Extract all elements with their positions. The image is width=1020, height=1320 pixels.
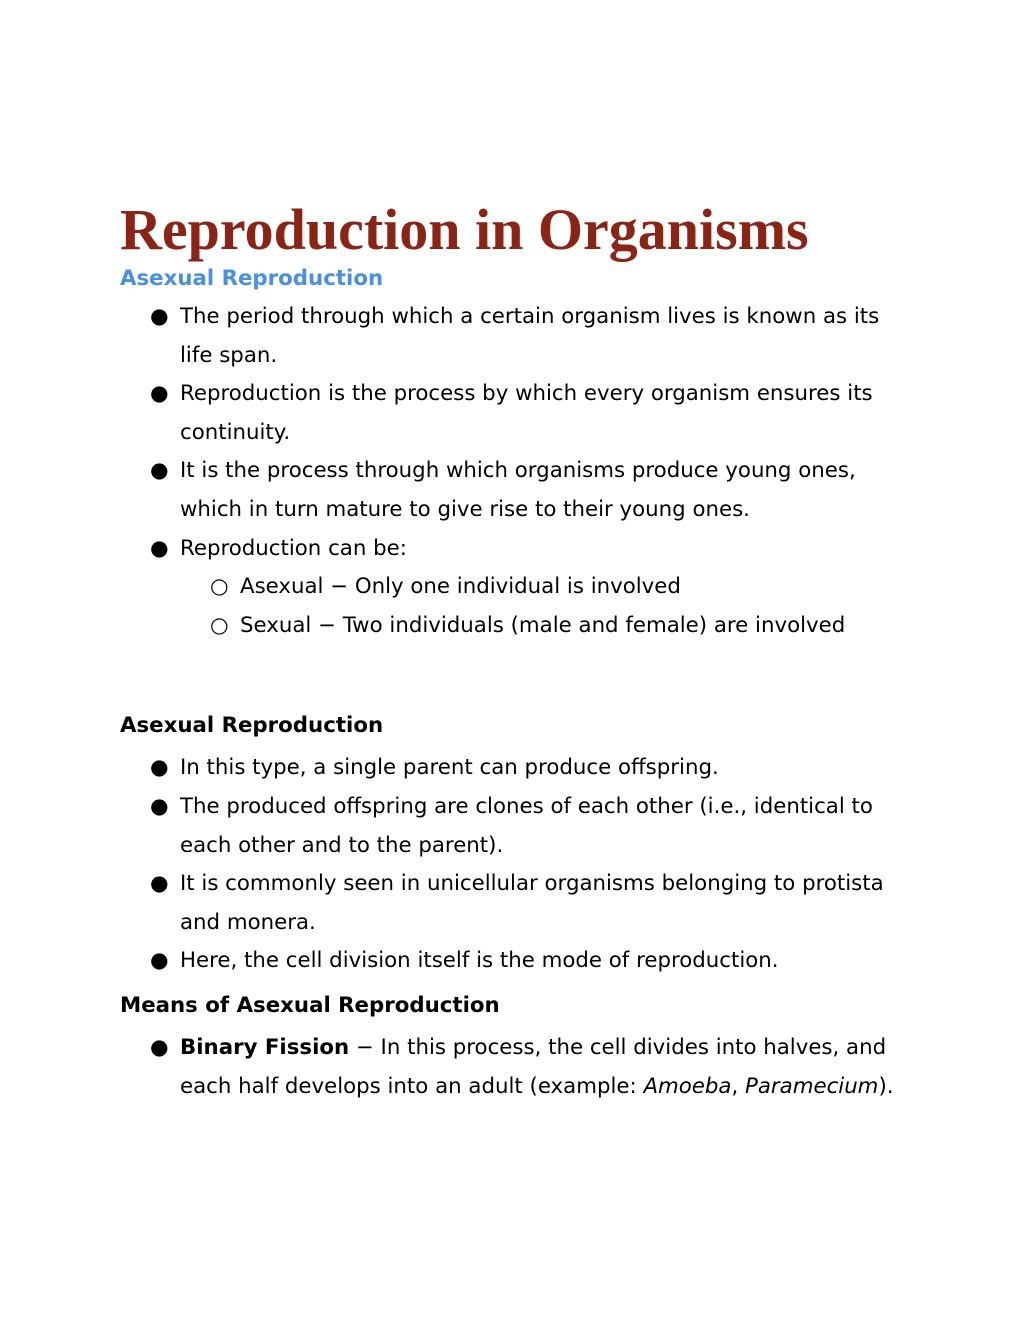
bullet-icon: ● <box>150 793 169 819</box>
means-list <box>120 1029 900 1106</box>
list-item <box>120 530 900 646</box>
bullet-icon: ● <box>150 535 169 561</box>
bullet-icon: ● <box>150 871 169 897</box>
list-item-text: It is the process through which organisms produce young ones, which in turn mature to give rise to their young ones. <box>180 458 856 522</box>
list-item-text: Here, the cell division itself is the mode of reproduction. <box>180 948 779 974</box>
heading-spacer <box>120 1021 900 1029</box>
hollow-bullet-icon: ○ <box>210 612 229 638</box>
example-amoeba: Amoeba <box>643 1073 732 1099</box>
bullet-icon: ● <box>150 1034 169 1060</box>
list-item <box>120 749 900 788</box>
sublist-item <box>180 568 900 607</box>
section-spacer <box>120 981 900 991</box>
intro-sublist <box>180 568 900 645</box>
document-page <box>120 196 900 1106</box>
list-item-text: It is commonly seen in unicellular organisms belonging to protista and monera. <box>180 871 884 935</box>
term-binary-fission: Binary Fission <box>180 1034 350 1060</box>
bullet-icon: ● <box>150 381 169 407</box>
sublist-item <box>180 607 900 646</box>
example-paramecium: Paramecium <box>745 1073 879 1099</box>
list-item <box>120 298 900 375</box>
intro-list <box>120 298 900 645</box>
section-heading-asexual: Asexual Reproduction <box>120 713 384 739</box>
sublist-item-text: Asexual − Only one individual is involved <box>240 574 681 600</box>
list-item <box>120 942 900 981</box>
bullet-icon: ● <box>150 304 169 329</box>
list-item-text: Reproduction is the process by which every organism ensures its continuity. <box>180 381 873 445</box>
bullet-icon: ● <box>150 755 169 781</box>
heading-spacer <box>120 741 900 749</box>
sublist-item-text: Sexual − Two individuals (male and female) are involved <box>240 612 846 638</box>
list-item-text: − In this process, the cell divides into halves, and each half develops into an adult (example: <box>180 1034 887 1099</box>
list-item <box>120 452 900 529</box>
section-heading-means: Means of Asexual Reproduction <box>120 992 500 1018</box>
hollow-bullet-icon: ○ <box>210 574 229 600</box>
bullet-icon: ● <box>150 948 169 974</box>
list-item-text: In this type, a single parent can produce offspring. <box>180 755 719 781</box>
list-item <box>120 788 900 865</box>
example-separator: , <box>731 1073 746 1099</box>
list-item-text: The produced offspring are clones of each other (i.e., identical to each other and to the parent). <box>180 793 873 858</box>
list-item <box>120 375 900 452</box>
asexual-list <box>120 749 900 981</box>
section-spacer <box>120 645 900 711</box>
document-subtitle: Asexual Reproduction <box>120 266 384 291</box>
list-item-text: The period through which a certain organism lives is known as its life span. <box>180 304 880 368</box>
list-item <box>120 865 900 942</box>
list-item-text-end: ). <box>878 1073 894 1099</box>
list-item <box>120 1029 900 1106</box>
bullet-icon: ● <box>150 458 169 484</box>
list-item-text: Reproduction can be: <box>180 535 407 561</box>
document-title: Reproduction in Organisms <box>120 197 809 262</box>
